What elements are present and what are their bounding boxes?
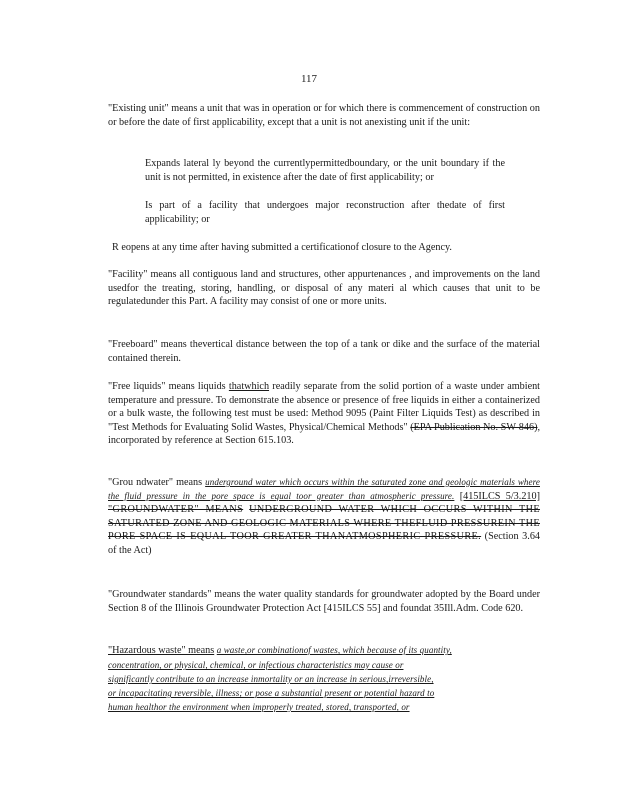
groundwater-struck-caps-text: UNDERGROUND WATER WHICH OCCURS WITHIN THE SATURATED ZONE AND GEOLOGIC MATERIALS WHERE THEFLUID PRESSUREIN THE PORE SPACE IS EQUAL TOOR GREATER THANATMOSPHERIC PRESSURE.: [108, 504, 540, 543]
free-liquids-underlined: thatwhich: [228, 381, 270, 392]
groundwater-citation: [415ILCS 5/3.210]: [459, 490, 541, 502]
hazardous-waste-line-1: [108, 643, 540, 658]
existing-unit-item-1: Expands lateral ly beyond the currentlypermittedboundary, or the unit boundary if the unit is not permitted, in existence after the date of first applicability; or: [145, 158, 505, 183]
page-number: 117: [300, 73, 318, 85]
existing-unit-item-2: Is part of a facility that undergoes major reconstruction after thedate of first applicability; or: [145, 200, 505, 225]
existing-unit-definition: "Existing unit" means a unit that was in operation or for which there is commencement of construction on or before the date of first applicability, except that a unit is not anexisting unit if the unit:: [108, 103, 540, 128]
groundwater-italic-text: underground water which occurs within the saturated zone and geologic materials where the fluid pressure in the pore space is equal toor greater than atmospheric pressure.: [108, 477, 540, 501]
free-liquids-text-c: , incorporated by reference at Section 615.103.: [108, 421, 541, 447]
groundwater-term: "Grou ndwater" means: [108, 477, 203, 488]
groundwater-definition: [108, 476, 540, 558]
groundwater-standards-definition: "Groundwater standards" means the water quality standards for groundwater adopted by the Board under Section 8 of the Illinois Groundwater Protection Act [415ILCS 55] and foundat 35Ill.Adm. Code 620.: [108, 589, 540, 614]
freeboard-definition: "Freeboard" means thevertical distance between the top of a tank or dike and the surface of the material contained therein.: [108, 339, 540, 364]
hazardous-waste-line-4: or incapacitating reversible, illness; or pose a substantial present or potential hazard to: [108, 688, 435, 698]
hazardous-waste-line-2: concentration, or physical, chemical, or infectious characteristics may cause or: [108, 660, 404, 670]
existing-unit-item-3: R eopens at any time after having submitted a certificationof closure to the Agency.: [112, 242, 452, 253]
facility-definition: "Facility" means all contiguous land and structures, other appurtenances , and improvements on the land usedfor the treating, storing, handling, or disposal of any materi al which causes that unit to be regulatedunder this Part. A facility may consist of one or more units.: [108, 269, 540, 308]
free-liquids-definition: [108, 380, 540, 448]
hazardous-waste-text-1: a waste,or combinationof wastes, which because of its quantity,: [216, 645, 452, 655]
hazardous-waste-term: "Hazardous waste" means: [108, 645, 215, 656]
hazardous-waste-line-3: significantly contribute to an increase inmortality or an increase in serious,irreversible,: [108, 674, 434, 684]
groundwater-struck-text: "GROUNDWATER" MEANS: [108, 504, 244, 516]
free-liquids-struck-citation: (EPA Publication No. SW-846): [410, 421, 538, 433]
groundwater-section-ref: (Section 3.64 of the Act): [108, 531, 541, 556]
free-liquids-text-b: readily separate from the solid portion of a waste under ambient temperature and pressure. To demonstrate the absence or presence of free liquids in either a containerized or a bulk waste, the following test must be used: Method 9095 (Paint Filter Liquids Test) as described in "Test Methods for Evaluating Solid Wastes, Physical/Chemical Methods": [108, 381, 541, 433]
free-liquids-text-a: "Free liquids" means liquids: [108, 381, 229, 392]
hazardous-waste-line-5: human healthor the environment when improperly treated, stored, transported, or: [108, 702, 410, 712]
hazardous-waste-definition: [108, 643, 540, 714]
